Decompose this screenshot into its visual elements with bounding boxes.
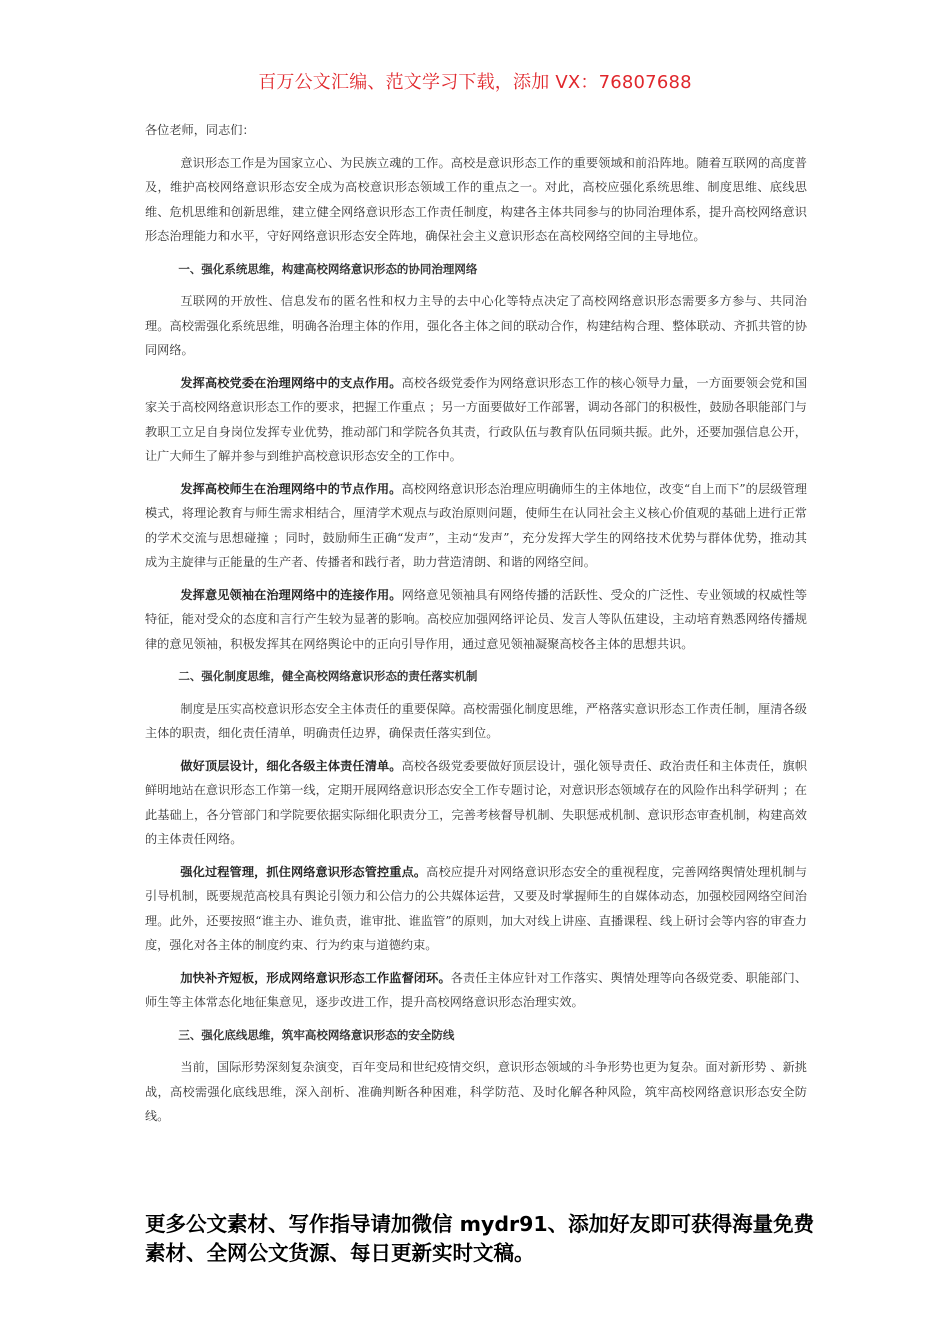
greeting: 各位老师，同志们： (145, 123, 255, 137)
section-3-intro: 当前，国际形势深刻复杂演变，百年变局和世纪疫情交织，意识形态领域的斗争形势也更为复杂。面对新形势 、新挑战，高校需强化底线思维，深入剖析、准确判断各种困难，科学防范、及时化解各种风险，筑牢高校网络意识形态安全防线。 (145, 1060, 807, 1123)
paragraph-text: 高校网络意识形态治理应明确师生的主体地位，改变“自上而下”的层级管理模式，将理论教育与师生需求相结合，厘清学术观点与政治原则问题，使师生在认同社会主义核心价值观的基础上进行正常的学术交流与思想碰撞 ；同时，鼓励师生正确“发声”，主动“发声”，充分发挥大学生的网络技术优势与群体优势，推动其成为主旋律与正能量的生产者、传播者和践行者，助力营造清朗、和谐的网络空间。 (145, 481, 807, 569)
paragraph-text: 各责任主体应针对工作落实、舆情处理等向各级党委、职能部门、师生等主体常态化地征集意见，逐步改进工作，提升高校网络意识形态治理实效。 (145, 970, 808, 1009)
lead-sentence: 发挥高校党委在治理网络中的支点作用。 (180, 375, 402, 390)
section-2-heading: 二、强化制度思维，健全高校网络意识形态的责任落实机制 (178, 669, 478, 683)
paragraph-text: 高校应提升对网络意识形态安全的重视程度，完善网络舆情处理机制与引导机制，既要规范高校具有舆论引领力和公信力的公共媒体运营，又要及时掌握师生的自媒体动态，加强校园网络空间治理。此外，还要按照“谁主办、谁负责，谁审批、谁监管”的原则，加大对线上讲座、直播课程、线上研讨会等内容的审查力度，强化对各主体的制度约束、行为约束与道德约束。 (145, 864, 808, 952)
section-1-paragraph-3 (145, 583, 807, 657)
intro-paragraph: 意识形态工作是为国家立心、为民族立魂的工作。高校是意识形态工作的重要领域和前沿阵地。随着互联网的高度普及，维护高校网络意识形态安全成为高校意识形态领域工作的重点之一。对此，高校应强化系统思维、制度思维、底线思维、危机思维和创新思维，建立健全网络意识形态工作责任制度，构建各主体共同参与的协同治理体系，提升高校网络意识形态治理能力和水平，守好网络意识形态安全阵地，确保社会主义意识形态在高校网络空间的主导地位。 (145, 155, 807, 243)
section-1-paragraph-2 (145, 477, 807, 575)
section-2-paragraph-2 (145, 860, 807, 958)
paragraph-text: 高校各级党委要做好顶层设计，强化领导责任、政治责任和主体责任，旗帜鲜明地站在意识形态工作第一线，定期开展网络意识形态安全工作专题讨论，对意识形态领域存在的风险作出科学研判 ；在此基础上，各分管部门和学院要依据实际细化职责分工，完善考核督导机制、失职惩戒机制、意识形态审查机制，构建高效的主体责任网络。 (145, 758, 808, 846)
section-1-intro: 互联网的开放性、信息发布的匿名性和权力主导的去中心化等特点决定了高校网络意识形态需要多方参与、共同治理。高校需强化系统思维，明确各治理主体的作用，强化各主体之间的联动合作，构建结构合理、整体联动、齐抓共管的协同网络。 (145, 294, 807, 357)
section-1-heading: 一、强化系统思维，构建高校网络意识形态的协同治理网络 (178, 261, 478, 276)
paragraph-text: 网络意见领袖具有网络传播的活跃性、受众的广泛性、专业领域的权威性等特征，能对受众的态度和言行产生较为显著的影响。高校应加强网络评论员、发言人等队伍建设，主动培育熟悉网络传播规律的意见领袖，积极发挥其在网络舆论中的正向引导作用，通过意见领袖凝聚高校各主体的思想共识。 (145, 587, 808, 651)
lead-sentence: 做好顶层设计，细化各级主体责任清单。 (180, 758, 402, 773)
section-2-intro: 制度是压实高校意识形态安全主体责任的重要保障。高校需强化制度思维，严格落实意识形态工作责任制，厘清各级主体的职责，细化责任清单，明确责任边界，确保责任落实到位。 (145, 701, 807, 740)
footer-promo-text: 更多公文素材、写作指导请加微信 mydr91、添加好友即可获得海量免费素材、全网公文货源、每日更新实时文稿。 (145, 1212, 815, 1265)
lead-sentence: 加快补齐短板，形成网络意识形态工作监督闭环。 (180, 970, 451, 985)
lead-sentence: 强化过程管理，抓住网络意识形态管控重点。 (180, 864, 427, 879)
document-body (145, 118, 807, 1137)
page-header-banner: 百万公文汇编、范文学习下载，添加 VX：76807688 (258, 72, 692, 93)
section-1-paragraph-1 (145, 371, 807, 469)
lead-sentence: 发挥意见领袖在治理网络中的连接作用。 (180, 587, 402, 602)
section-3-heading: 三、强化底线思维，筑牢高校网络意识形态的安全防线 (178, 1027, 455, 1042)
lead-sentence: 发挥高校师生在治理网络中的节点作用。 (180, 481, 402, 496)
paragraph-text: 高校各级党委作为网络意识形态工作的核心领导力量，一方面要领会党和国家关于高校网络意识形态工作的要求，把握工作重点 ；另一方面要做好工作部署，调动各部门的积极性，鼓励各职能部门与教职工立足自身岗位发挥专业优势，推动部门和学院各负其责，行政队伍与教育队伍同频共振。此外，还要加强信息公开，让广大师生了解并参与到维护高校意识形态安全的工作中。 (145, 375, 808, 463)
section-2-paragraph-3 (145, 966, 807, 1015)
section-2-paragraph-1 (145, 754, 807, 852)
